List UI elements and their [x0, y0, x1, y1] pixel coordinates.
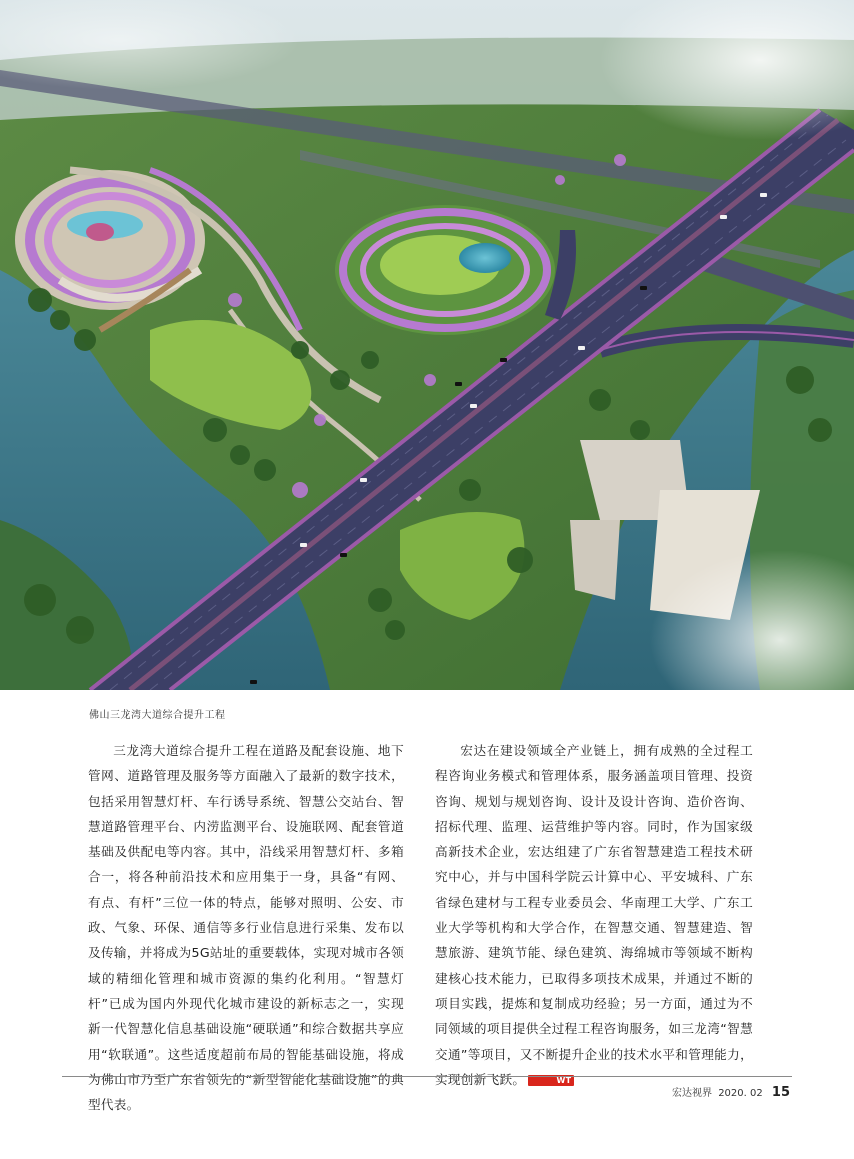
- article-paragraph: 三龙湾大道综合提升工程在道路及配套设施、地下管网、道路管理及服务等方面融入了最新的数字技术，包括采用智慧灯杆、车行诱导系统、智慧公交站台、智慧道路管理平台、内涝监测平台、设施联网、配套管道基础及供配电等内容。其中，沿线采用智慧灯杆、多箱合一，将各种前沿技术和应用集于一身，具备“有网、有点、有杆”三位一体的特点，能够对照明、公安、市政、气象、环保、通信等多行业信息进行采集、发布以及传输，并将成为5G站址的重要载体，实现对城市各领域的精细化管理和城市资源的集约化利用。“智慧灯杆”已成为国内外现代化城市建设的新标志之一，实现新一代智慧化信息基础设施“硬联通”和综合数据共享应用“软联通”。这些适度超前布局的智能基础设施，将成为佛山市乃至广东省领先的“新型智能化基础设施”的典型代表。: [88, 743, 404, 1113]
- article-column-right: [435, 738, 753, 1092]
- page-footer: [672, 1084, 790, 1100]
- footer-divider: [62, 1076, 792, 1077]
- article-column-left: [88, 738, 404, 1117]
- figure-caption: 佛山三龙湾大道综合提升工程: [89, 710, 226, 721]
- paragraph-text: 宏达在建设领域全产业链上，拥有成熟的全过程工程咨询业务模式和管理体系，服务涵盖项目管理、投资咨询、规划与规划咨询、设计及设计咨询、造价咨询、招标代理、监理、运营维护等内容。同时，作为国家级高新技术企业，宏达组建了广东省智慧建造工程技术研究中心，并与中国科学院云计算中心、平安城科、广东省绿色建材与工程专业委员会、华南理工大学、广东工业大学等机构和大学合作，在智慧交通、智慧建造、智慧旅游、建筑节能、绿色建筑、海绵城市等领域不断构建核心技术能力，已取得多项技术成果，并通过不断的项目实践，提炼和复制成功经验；另一方面，通过为不同领域的项目提供全过程工程咨询服务，如三龙湾“智慧交通”等项目，又不断提升企业的技术水平和管理能力，实现创新飞跃。: [435, 743, 753, 1087]
- issue-number: 2020. 02: [718, 1088, 763, 1099]
- publication-name: 宏达视界: [672, 1088, 712, 1099]
- end-mark-badge: WT: [528, 1075, 574, 1086]
- article-paragraph: [435, 738, 753, 1092]
- center-garden: [335, 205, 555, 335]
- page-number: 15: [771, 1085, 790, 1100]
